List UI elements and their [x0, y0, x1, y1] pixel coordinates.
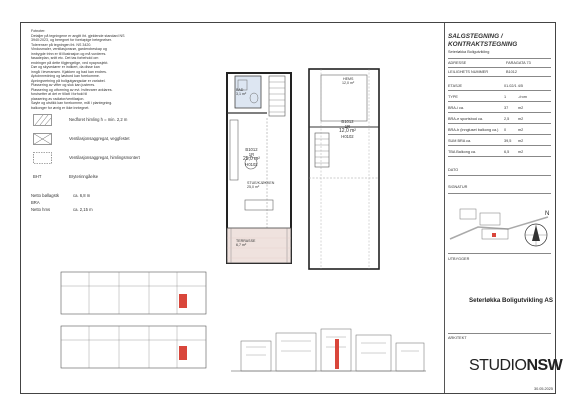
footnotes [31, 29, 191, 110]
field-unit: m2 [518, 128, 524, 132]
room-label-living: STUE/KJØKKEN [247, 181, 275, 185]
facade-elevation [231, 323, 431, 373]
footnote-line: Plassering av vifter og sluk kan justeres. [31, 83, 96, 87]
area-note-label: BRA [31, 200, 40, 205]
boiler-icon: BHT [33, 174, 42, 179]
field-label-date: DATO [448, 168, 459, 172]
field-value: 1 [504, 95, 507, 99]
area-note-label: Netto hms [31, 207, 51, 212]
drawing-title-line: SALGSTEGNING / [448, 33, 503, 40]
area-note-label: Netto bøllagstk [31, 193, 59, 198]
architect-logo [469, 357, 562, 375]
site-plan [448, 199, 552, 253]
area-note-value: ca. 6,8 m [73, 193, 91, 198]
drawing-title [448, 33, 517, 48]
field-label: BRA-i ca. [448, 106, 465, 110]
developer-name: Seterløkka Boligutvikling AS [469, 297, 554, 304]
developer-label: UTBYGGER [448, 257, 470, 261]
field-label: BRA-b (inngluset balkong ca.) [448, 128, 499, 132]
legend-text: Ventilasjonsaggregat, veggfestet [69, 136, 130, 141]
field-value: 39,5 [504, 139, 512, 143]
drawing-title-line: KONTRAKTSTEGNING [448, 40, 518, 48]
field-unit: m2 [518, 106, 524, 110]
field-label: TYPE [448, 95, 458, 99]
area-note-value: ca. 2,15 m [73, 207, 93, 212]
field-value: 0 [504, 128, 507, 132]
unit-area: 25,0 m² [243, 156, 260, 162]
unit-type: 1R [248, 152, 255, 157]
field-value: 37 [504, 106, 509, 110]
room-label-hems: HEMS [343, 77, 354, 81]
floor-plan-lower [221, 68, 301, 278]
footnote-line: inngå i leveransen. Kjøkken og bad kan endres. [31, 69, 107, 74]
unit-id: H0102 [245, 162, 258, 167]
logo-text-bold: NSW [526, 357, 563, 374]
unit-label-upper [339, 119, 356, 139]
field-label: BRA-e sportsbod ca. [448, 117, 484, 121]
room-area-living: 25,0 m² [247, 185, 260, 189]
room-area-hems: 12,0 m² [342, 81, 355, 85]
room-area-bath: 3,1 m² [236, 92, 247, 96]
unit-type: 1R [344, 124, 351, 129]
footnote-line: Søyle og utstikk kan forekomme, mål i plantegning. [31, 101, 113, 105]
architect-label: ARKITEKT [448, 336, 467, 340]
field-label: ADRESSE [448, 61, 467, 65]
footnote-line: Vindusmaler, ventilasjonsrør, garderobeskap og [31, 47, 107, 51]
footnote-line: innbygde trinn er til illustrasjon og må vurderes. [31, 51, 107, 56]
field-label: LEILIGHETS NUMMER [448, 70, 489, 74]
footnote-line: Detaljer på tegningene er angitt iht. gjeldende standard NS [31, 33, 125, 38]
field-value: 6,5 [504, 150, 510, 154]
logo-text: STUDIO [469, 357, 527, 374]
footnote-line: Aptoinnredning og løsbord kan forekomme. [31, 74, 100, 78]
footnote-line: endringer på dette tilgjengelige, ved nyaprosjekt. [31, 60, 109, 65]
title-block [444, 23, 563, 393]
fire-wall-pattern-icon [33, 133, 53, 145]
field-value: 2,5 [504, 117, 510, 121]
unit-area: 12,0 m² [339, 128, 356, 134]
north-arrow-icon: N [545, 211, 550, 217]
ventilation-unit-box-icon [33, 152, 53, 164]
footnote-line: 3940:2023, og beregnet for foreløpige betegnelser. [31, 38, 112, 42]
drawing-sheet [20, 22, 563, 394]
unit-number: B1012 [245, 147, 258, 152]
room-label-terrace: TERRASSE [236, 239, 256, 243]
footnote-line: Tolerenser på tegningen iht. NS 3420. [31, 42, 92, 47]
footnote-line: balkonger for øvrig er ikke inntegnet. [31, 105, 90, 110]
legend-text: Bryterinngåelse [69, 174, 99, 179]
field-value: 01.02/1 4/5 [504, 84, 524, 88]
field-value: FARAGATA 73 [506, 61, 531, 65]
legend [29, 111, 199, 191]
room-label-bath: BAD [236, 88, 244, 92]
footnote-line: Dør og skyvedører er indikert, da disse kan [31, 65, 100, 69]
floor-plan-upper [301, 63, 391, 278]
footnotes-header: Fotnoter: [31, 29, 46, 33]
legend-text: Nedforet himling h = min. 2,2 m [69, 117, 128, 122]
issue-date: 30.05.2025 [533, 387, 553, 391]
field-label: ETASJE [448, 84, 463, 88]
field-unit: -/rom [518, 95, 527, 99]
field-label-signature: SIGNATUR [448, 185, 468, 189]
footnote-line: plassering av radiator/ventilasjon. [31, 96, 85, 101]
footnote-line: Apningsretning på boligutgangsdør er variabel. [31, 78, 106, 83]
field-value: B1012 [506, 70, 517, 74]
room-area-terrace: 6,7 m² [236, 243, 247, 247]
footnote-line: fasadeplan, snitt etc. Det tas forbehold om [31, 56, 99, 60]
field-unit: m2 [518, 139, 524, 143]
project-name: Seterløkka Boligutvikling [448, 50, 490, 54]
key-plan-floors [59, 268, 209, 378]
field-unit: m2 [518, 150, 524, 154]
field-label: TBA Balkong ca. [448, 150, 477, 154]
field-unit: m2 [518, 117, 524, 121]
footnote-line: Plassering og utforming av evt. hvitevarer avklares. [31, 87, 113, 92]
unit-label-lower [243, 147, 260, 167]
title-block-divider [444, 23, 445, 393]
unit-id: H0102 [341, 134, 354, 139]
floor-height-under-2m-hatch [33, 114, 53, 126]
unit-number: B1012 [341, 119, 354, 124]
legend-text: Ventilasjonsaggregat, himlingsmontert [69, 155, 140, 160]
field-label: SUM BRA ca. [448, 139, 472, 143]
footnote-line: forutsetter at det er tillatt i forhold til [31, 92, 88, 96]
